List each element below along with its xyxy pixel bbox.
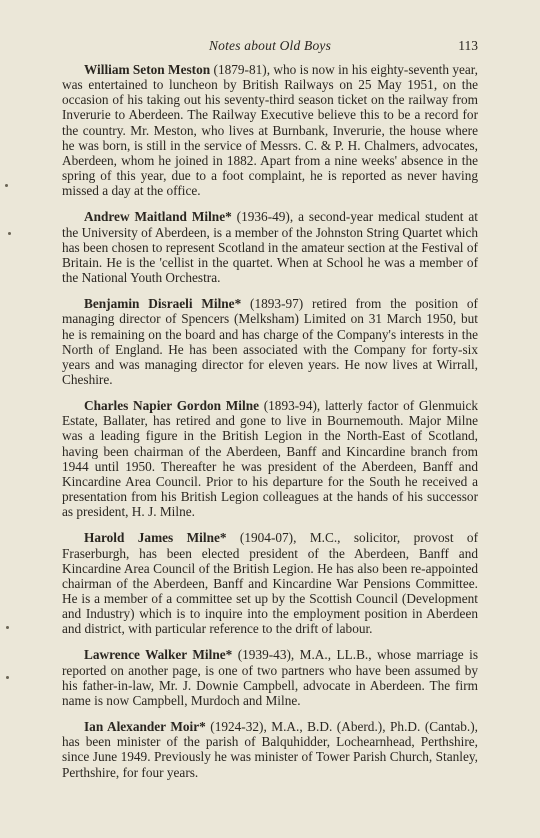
- entry-name: Harold James Milne*: [84, 530, 227, 546]
- page-header: [62, 38, 478, 56]
- entry-text: (1893-94), latterly factor of Glenmuick Estate, Ballater, has retired and gone to live in Bournemouth. Major Milne was a leading figure in the British Legion in the North-East of Scotland, having been chairman of the Aberdeen, Banff and Kincardine branch from 1944 until 1950. Thereafter he was president of the Aberdeen, Banff and Kincardine Area Council. Prior to his departure for the South he received a presentation from his British Legion colleagues at the hands of his successor as president, H. J. Milne.: [62, 398, 478, 520]
- entry-name: Lawrence Walker Milne*: [84, 647, 233, 663]
- entry-name: William Seton Meston: [84, 62, 211, 77]
- entry-benjamin-milne: [62, 296, 478, 387]
- entry-andrew-milne: [62, 209, 478, 285]
- page-content: [62, 62, 478, 791]
- margin-speck: [6, 676, 9, 679]
- margin-speck: [8, 232, 11, 235]
- entry-lawrence-milne: [62, 647, 478, 708]
- entry-charles-milne: [62, 398, 478, 519]
- margin-speck: [6, 626, 9, 629]
- entry-text: (1924-32), M.A., B.D. (Aberd.), Ph.D. (Cantab.), has been minister of the parish of Balquhidder, Lochearnhead, Perthshire, since June 1949. Previously he was minister of Tower Parish Church, Stanley, Perthshire, for four years.: [62, 719, 478, 780]
- entry-text: (1939-43), M.A., LL.B., whose marriage is reported on another page, is one of two partners who have been assumed by his father-in-law, Mr. J. Downie Campbell, advocate in Aberdeen. The firm name is now Campbell, Murdoch and Milne.: [62, 647, 478, 708]
- running-title: Notes about Old Boys: [208, 38, 332, 53]
- entry-meston: [62, 62, 478, 198]
- entry-name: Andrew Maitland Milne*: [84, 209, 232, 225]
- entry-ian-moir: [62, 719, 478, 780]
- entry-name: Ian Alexander Moir*: [84, 719, 206, 735]
- entry-text: (1893-97) retired from the position of managing director of Spencers (Melksham) Limited on 31 March 1950, but he is remaining on the board and has charge of the Company's interests in the North of England. He has been associated with the Company for forty-six years and was managing director for eleven years. He now lives at Wirrall, Cheshire.: [62, 296, 478, 387]
- margin-speck: [5, 184, 8, 187]
- entry-text: (1936-49), a second-year medical student at the University of Aberdeen, is a member of the Johnston String Quartet which has been chosen to represent Scotland in the amateur section at the Festival of Britain. He is the 'cellist in the quartet. When at School he was a member of the National Youth Orchestra.: [62, 209, 479, 286]
- entry-text: (1904-07), M.C., solicitor, provost of Fraserburgh, has been elected president of the Aberdeen, Banff and Kincardine Area Council of the British Legion. He has also been re-appointed chairman of the Aberdeen, Banff and Kincardine War Pensions Committee. He is a member of a committee set up by the Scottish Council (Development and Industry) which is to inquire into the employment position in Aberdeen and district, with particular reference to the drift of labour.: [62, 530, 479, 637]
- entry-name: Benjamin Disraeli Milne*: [84, 296, 242, 312]
- entry-text: (1879-81), who is now in his eighty-seventh year, was entertained to luncheon by British Railways on 25 May 1951, on the occasion of his taking out his seventy-third season ticket on the railway from Inverurie to Aberdeen. The Railway Executive believe this to be a record for the country. Mr. Meston, who lives at Burnbank, Inverurie, the house where he was born, is still in the service of Messrs. C. & P. H. Chalmers, advocates, Aberdeen, whom he joined in 1882. Apart from a nine weeks' absence in the spring of this year, due to a foot complaint, he is reported as never having missed a day at the office.: [62, 62, 479, 199]
- page-number: 113: [458, 38, 478, 53]
- entry-name: Charles Napier Gordon Milne: [84, 398, 259, 414]
- entry-harold-milne: [62, 530, 478, 636]
